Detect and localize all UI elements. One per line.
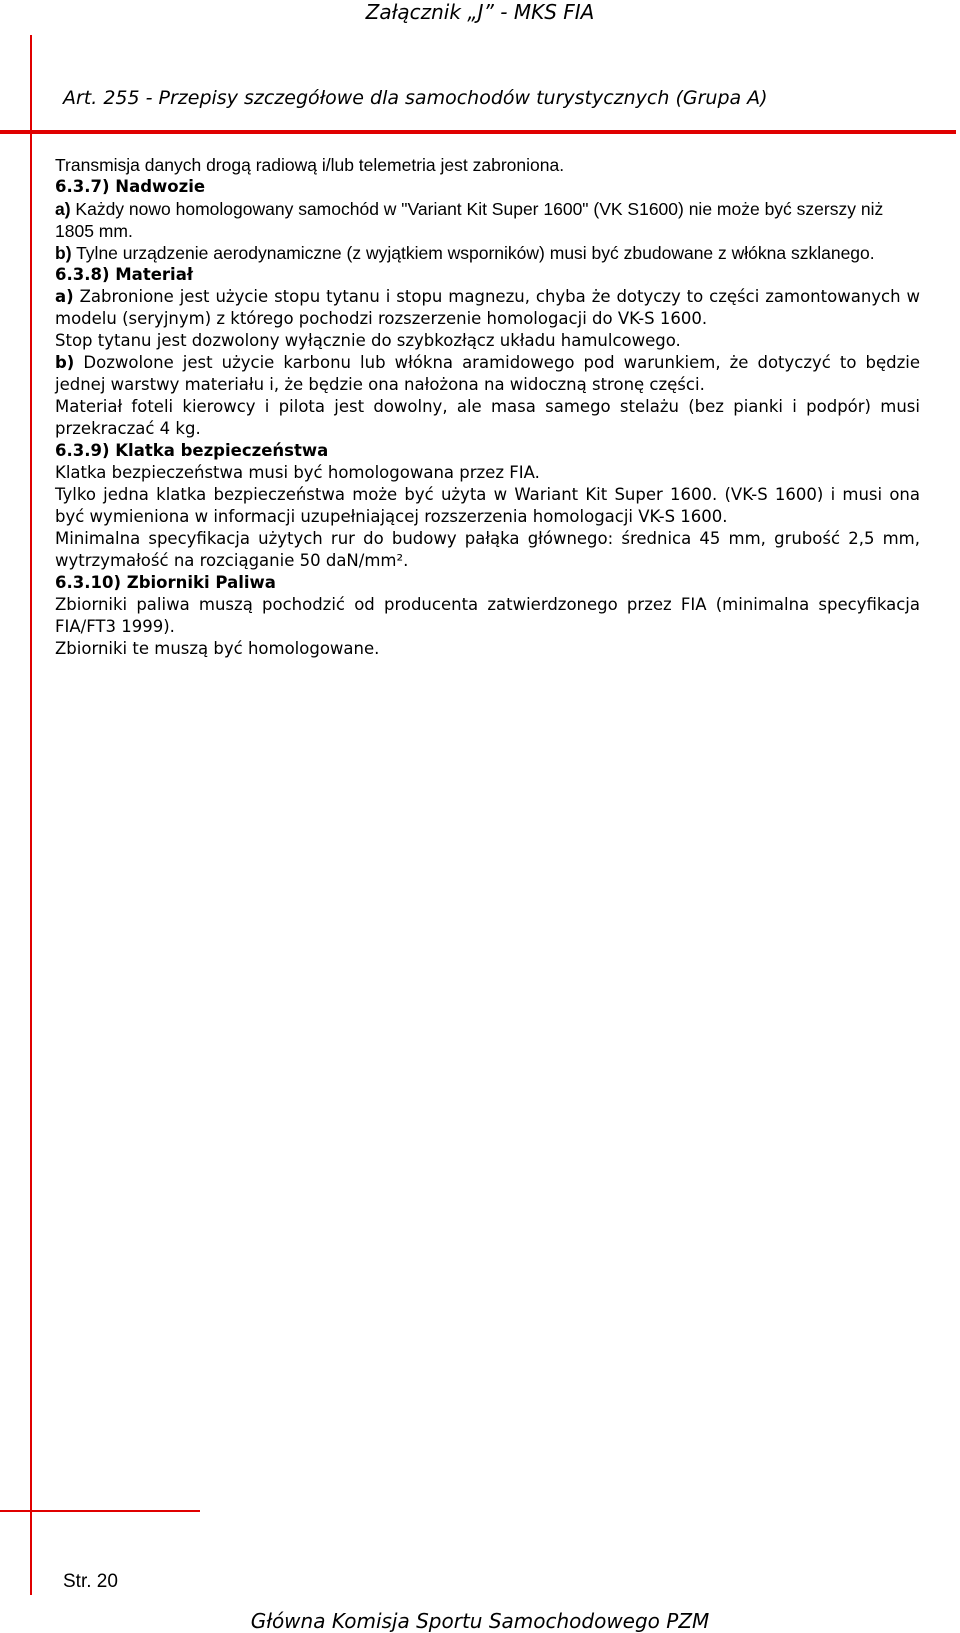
intro-paragraph: Transmisja danych drogą radiową i/lub telemetria jest zabroniona. xyxy=(55,155,565,175)
section-6-3-9-heading: 6.3.9) Klatka bezpieczeństwa xyxy=(55,441,329,460)
section-6-3-9-paragraph-1: Klatka bezpieczeństwa musi być homologowana przez FIA. xyxy=(55,463,540,482)
section-6-3-8-item-b-note: Materiał foteli kierowcy i pilota jest dowolny, ale masa samego stelażu (bez pianki i podpór) musi przekraczać 4 kg. xyxy=(55,397,920,438)
item-text: Każdy nowo homologowany samochód w "Variant Kit Super 1600" (VK S1600) nie może być szerszy niż 1805 mm. xyxy=(55,199,884,241)
section-6-3-8-item-a-note: Stop tytanu jest dozwolony wyłącznie do szybkozłącz układu hamulcowego. xyxy=(55,331,681,350)
document-body xyxy=(55,154,920,660)
item-text: Zabronione jest użycie stopu tytanu i stopu magnezu, chyba że dotyczy to części zamontowanych w modelu (seryjnym) z którego pochodzi rozszerzenie homologacji do VK-S 1600. xyxy=(55,287,920,328)
item-label: b) xyxy=(55,353,75,372)
section-6-3-8-item-a xyxy=(55,286,920,330)
section-6-3-9-paragraph-3: Minimalna specyfikacja użytych rur do budowy pałąka głównego: średnica 45 mm, grubość 2,5 mm, wytrzymałość na rozciąganie 50 daN/mm². xyxy=(55,529,920,570)
section-6-3-7-item-b xyxy=(55,242,920,264)
section-6-3-8-heading: 6.3.8) Materiał xyxy=(55,265,193,284)
header-subtitle: Art. 255 - Przepisy szczegółowe dla samochodów turystycznych (Grupa A) xyxy=(63,87,768,109)
section-6-3-10-paragraph-1: Zbiorniki paliwa muszą pochodzić od producenta zatwierdzonego przez FIA (minimalna specyfikacja FIA/FT3 1999). xyxy=(55,595,920,636)
section-6-3-10-paragraph-2: Zbiorniki te muszą być homologowane. xyxy=(55,639,380,658)
item-text: Dozwolone jest użycie karbonu lub włókna aramidowego pod warunkiem, że dotyczyć to będzie jednej warstwy materiału i, że będzie ona nałożona na widoczną stronę części. xyxy=(55,353,920,394)
header-rule xyxy=(0,130,956,134)
header-title: Załącznik „J” - MKS FIA xyxy=(365,0,595,24)
section-6-3-10-heading: 6.3.10) Zbiorniki Paliwa xyxy=(55,573,276,592)
item-label: b) xyxy=(55,243,72,263)
section-6-3-8-item-b xyxy=(55,352,920,396)
item-label: a) xyxy=(55,287,74,306)
page-number: Str. 20 xyxy=(63,1571,118,1592)
section-6-3-7-heading: 6.3.7) Nadwozie xyxy=(55,177,206,196)
item-text: Tylne urządzenie aerodynamiczne (z wyjątkiem wsporników) musi być zbudowane z włókna szklanego. xyxy=(71,243,875,263)
footer-rule xyxy=(0,1510,200,1512)
section-6-3-9-paragraph-2: Tylko jedna klatka bezpieczeństwa może być użyta w Wariant Kit Super 1600. (VK-S 1600) i musi ona być wymieniona w informacji uzupełniającej rozszerzenia homologacji VK-S 1600. xyxy=(55,485,920,526)
item-label: a) xyxy=(55,199,71,219)
footer-organization: Główna Komisja Sportu Samochodowego PZM xyxy=(250,1609,710,1633)
left-margin-rule xyxy=(30,35,32,1595)
section-6-3-7-item-a xyxy=(55,198,920,242)
